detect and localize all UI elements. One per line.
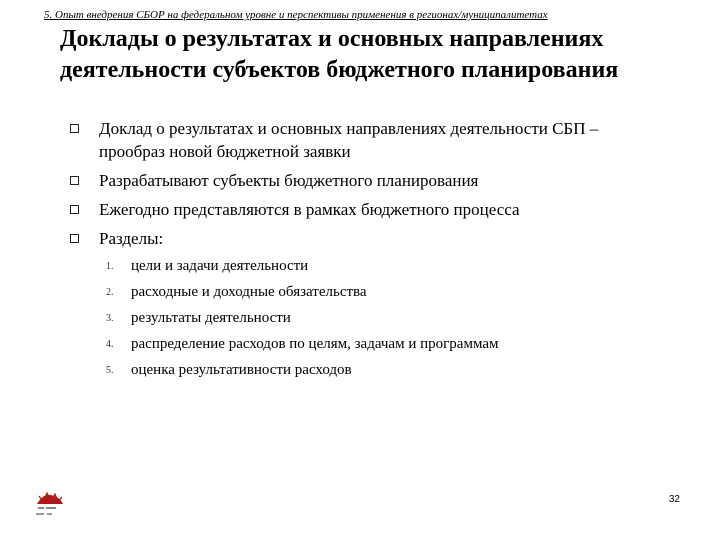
section-text: оценка результативности расходов [131, 362, 352, 378]
square-bullet-icon [70, 234, 79, 243]
bullet-text: Доклад о результатах и основных направлениях деятельности СБП – прообраз новой бюджетной заявки [99, 119, 599, 161]
section-number: 5. [106, 365, 114, 376]
square-bullet-icon [70, 124, 79, 133]
square-bullet-icon [70, 205, 79, 214]
slide-title [60, 24, 660, 86]
section-item [100, 360, 520, 380]
section-number: 3. [106, 313, 114, 324]
section-number: 1. [106, 261, 114, 272]
bullet-text: Разделы: [99, 229, 164, 248]
section-text: результаты деятельности [131, 310, 291, 326]
section-item [100, 256, 520, 276]
section-item [100, 282, 520, 302]
bullet-item [68, 117, 668, 163]
section-number: 4. [106, 339, 114, 350]
bullet-item [68, 198, 668, 221]
bullet-text: Ежегодно представляются в рамках бюджетного процесса [99, 200, 520, 219]
bullet-item [68, 227, 668, 250]
page-number: 32 [668, 494, 680, 505]
title-line-1: Доклады о результатах и основных направлениях [60, 26, 604, 52]
logo-emblem-icon [33, 490, 67, 522]
title-line-2: деятельности субъектов бюджетного планирования [60, 57, 619, 83]
square-bullet-icon [70, 176, 79, 185]
section-header: 5. Опыт внедрения СБОР на федеральном уровне и перспективы применения в регионах/муниципалитетах [44, 9, 548, 21]
bullet-list [68, 117, 668, 256]
bullet-item [68, 169, 668, 192]
section-number: 2. [106, 287, 114, 298]
section-item [100, 308, 520, 328]
section-item [100, 334, 520, 354]
section-text: цели и задачи деятельности [131, 258, 309, 274]
section-text: расходные и доходные обязательства [131, 284, 367, 300]
bullet-text: Разрабатывают субъекты бюджетного планирования [99, 171, 479, 190]
section-text: распределение расходов по целям, задачам и программам [131, 336, 499, 352]
sections-list [100, 256, 520, 386]
